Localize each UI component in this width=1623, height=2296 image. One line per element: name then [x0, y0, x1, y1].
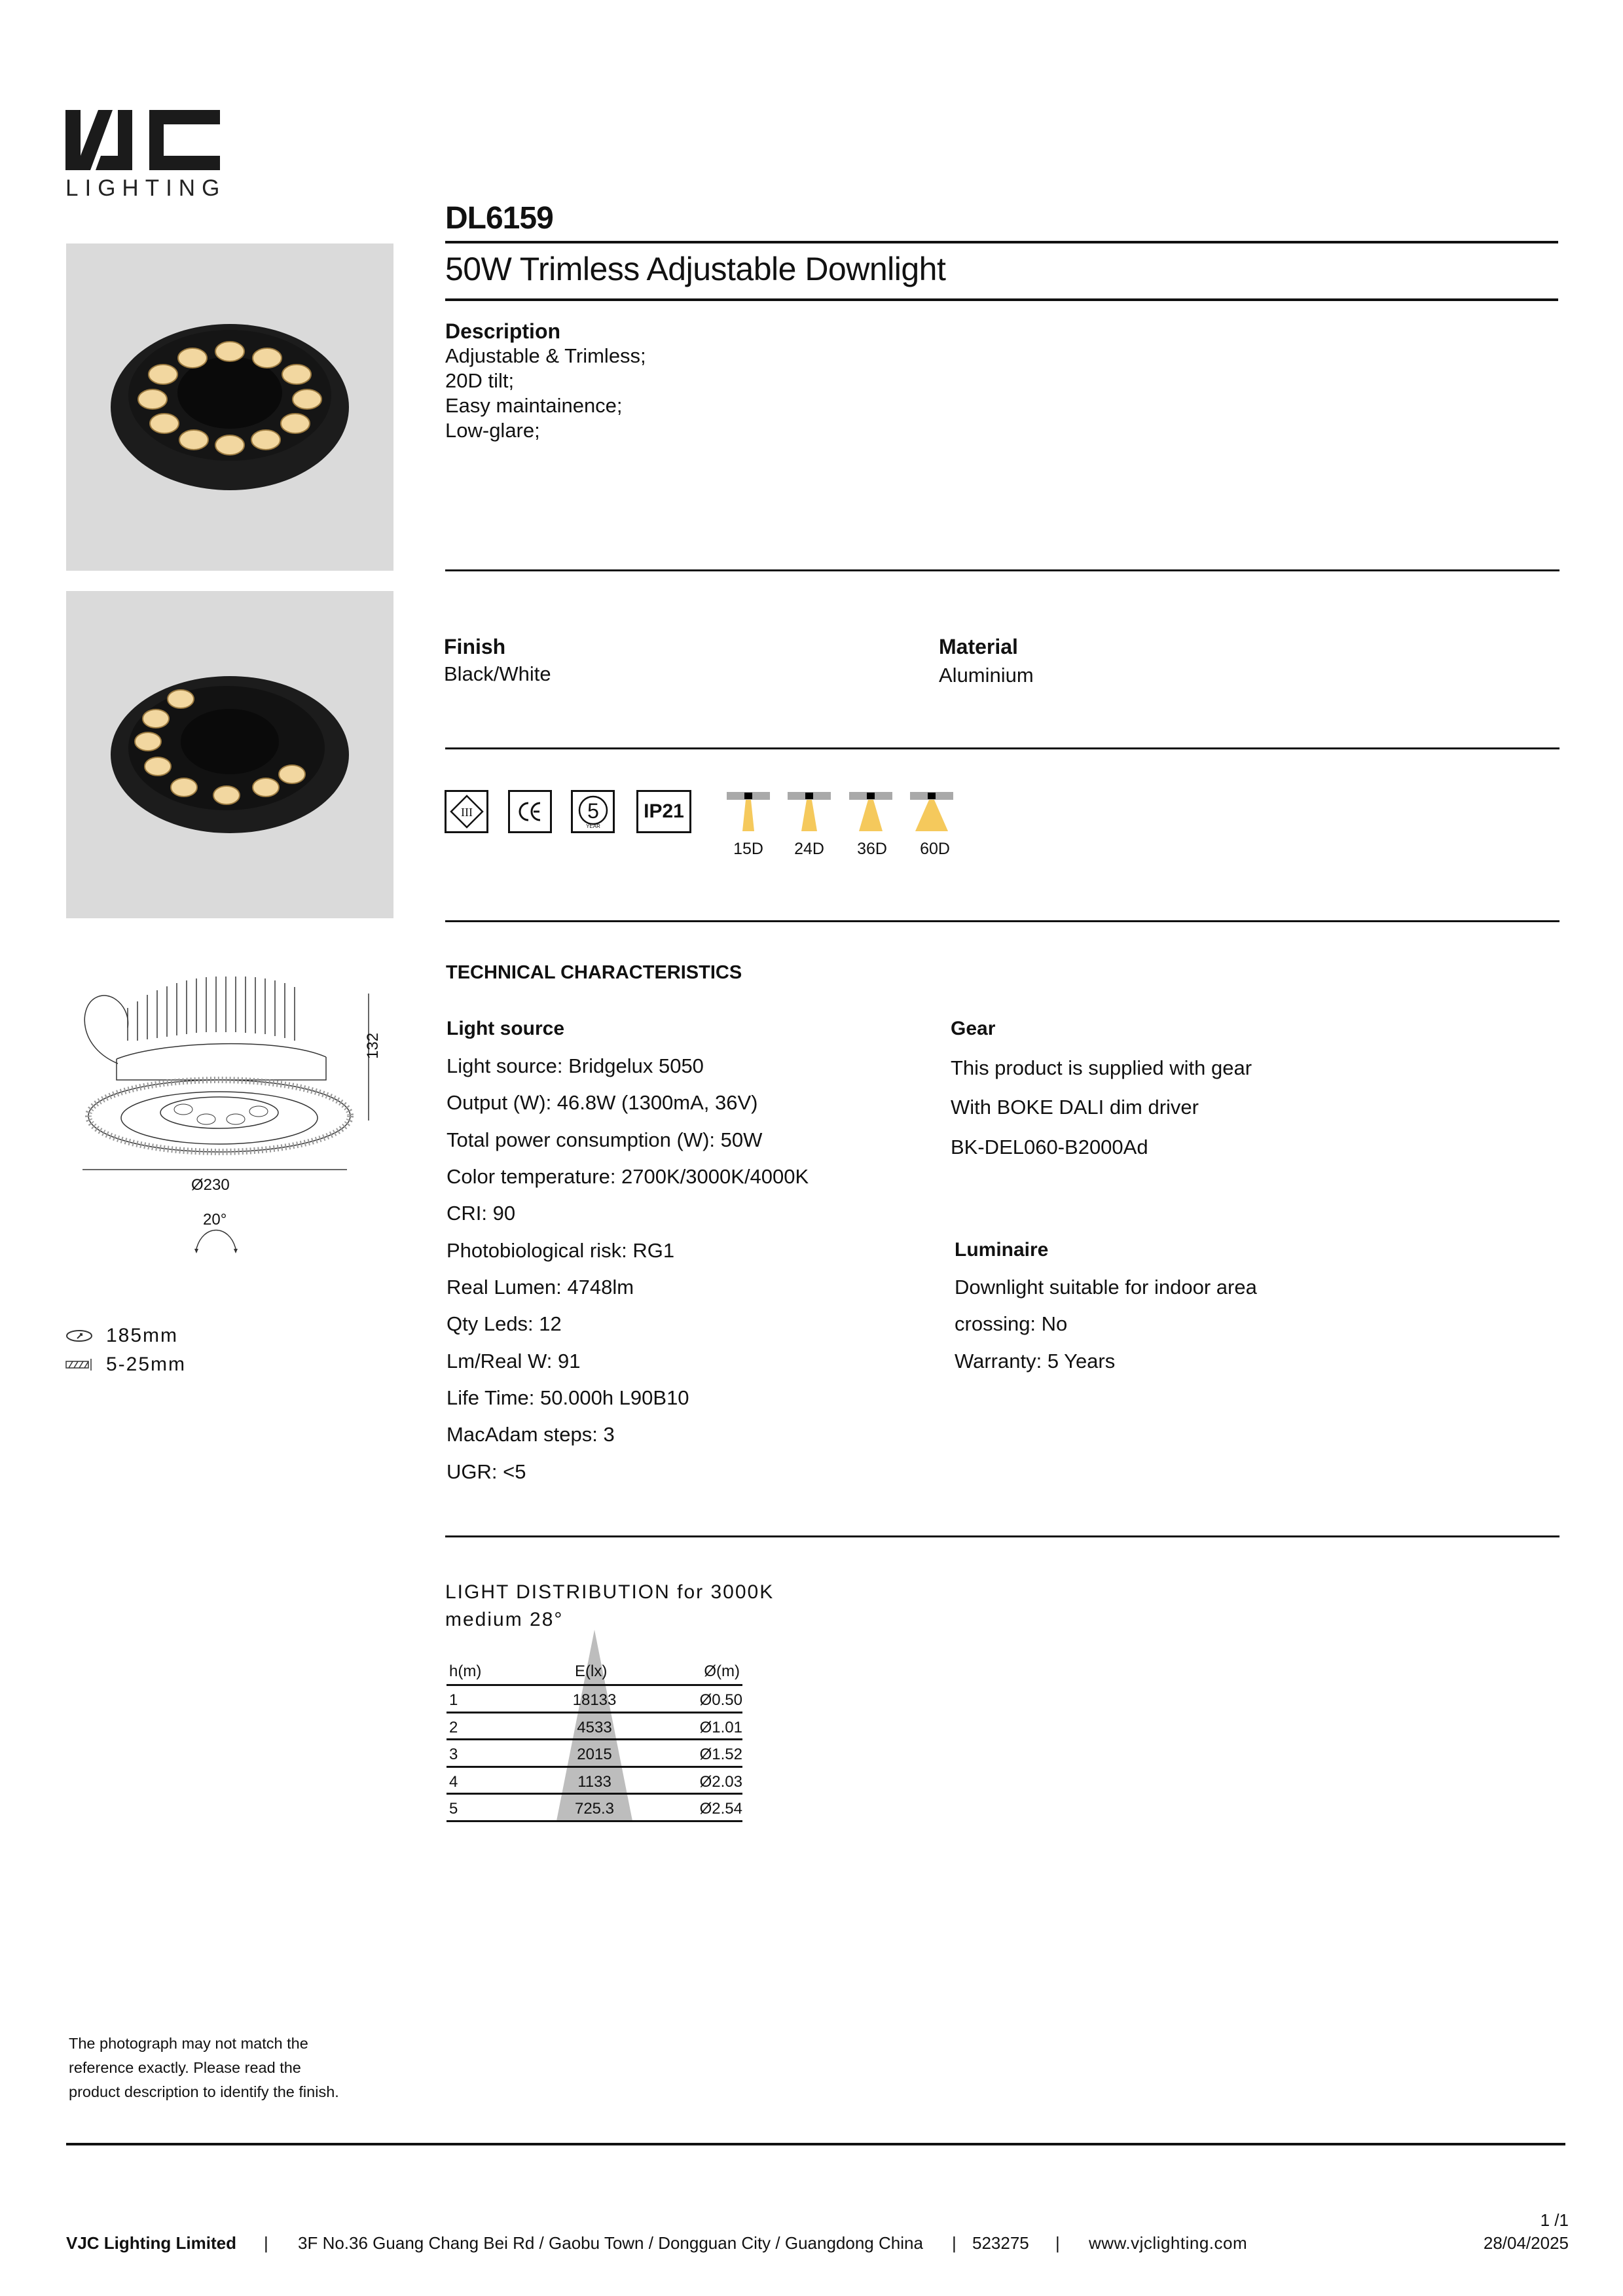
light-distribution-title-line2: medium 28° — [445, 1609, 564, 1630]
beam-15d-icon — [727, 792, 770, 838]
ceiling-thickness-value: 5-25mm — [106, 1354, 187, 1375]
ip-rating-label: IP21 — [644, 800, 684, 822]
product-photo-tilted — [66, 591, 393, 918]
brand-logo-text: LIGHTING — [65, 175, 227, 201]
height-dimension: 132 — [364, 1032, 382, 1059]
light-distribution-title-line1: LIGHT DISTRIBUTION for 3000K — [445, 1581, 775, 1603]
cell-height: 5 — [449, 1800, 458, 1818]
beam-24d-icon — [788, 792, 831, 838]
table-row — [447, 1686, 742, 1713]
cell-illuminance: 1133 — [577, 1772, 611, 1791]
table-row — [447, 1713, 742, 1741]
cell-illuminance: 725.3 — [574, 1800, 615, 1818]
spec-line: Color temperature: 2700K/3000K/4000K — [447, 1165, 809, 1188]
diameter-dimension: Ø230 — [191, 1176, 230, 1194]
footer-separator: | — [952, 2233, 957, 2253]
spec-line: Total power consumption (W): 50W — [447, 1128, 763, 1151]
brand-logo — [65, 110, 220, 170]
class-iii-icon — [445, 790, 488, 833]
beam-36d-icon — [849, 792, 892, 838]
vjc-logo-icon — [65, 110, 220, 170]
finish-heading: Finish — [444, 635, 506, 658]
product-photo-front — [66, 243, 393, 571]
spec-line: Lm/Real W: 91 — [447, 1350, 581, 1372]
cutout-value: 185mm — [106, 1325, 179, 1346]
spec-line: Downlight suitable for indoor area — [955, 1276, 1257, 1299]
spec-line: Warranty: 5 Years — [955, 1350, 1116, 1372]
footer-postcode: 523275 — [972, 2233, 1029, 2253]
spec-line: Output (W): 46.8W (1300mA, 36V) — [447, 1091, 758, 1114]
spec-line: With BOKE DALI dim driver — [951, 1096, 1199, 1119]
table-row — [447, 1768, 742, 1795]
header-diameter: Ø(m) — [704, 1662, 740, 1680]
description-heading: Description — [445, 319, 561, 343]
disclaimer-line: The photograph may not match the — [69, 2035, 308, 2052]
description-section — [445, 319, 646, 443]
cell-illuminance: 4533 — [577, 1718, 612, 1736]
light-distribution-title — [445, 1579, 774, 1634]
divider — [445, 241, 1558, 243]
header-height: h(m) — [449, 1662, 482, 1680]
ceiling-thickness-icon — [65, 1357, 93, 1372]
beam-label: 15D — [733, 840, 763, 858]
cell-height: 2 — [449, 1718, 458, 1736]
svg-text:5: 5 — [587, 799, 599, 823]
table-row — [447, 1740, 742, 1768]
spec-line: Real Lumen: 4748lm — [447, 1276, 634, 1299]
header-illuminance: E(lx) — [575, 1662, 608, 1680]
svg-text:YEAR: YEAR — [585, 823, 600, 829]
footer-divider — [66, 2143, 1565, 2145]
beam-60d-icon — [910, 792, 953, 838]
divider — [445, 747, 1559, 749]
finish-value: Black/White — [444, 662, 551, 685]
beam-label: 24D — [794, 840, 824, 858]
material-heading: Material — [939, 635, 1018, 658]
description-line: Easy maintainence; — [445, 394, 623, 417]
cell-height: 4 — [449, 1772, 458, 1791]
spec-line: UGR: <5 — [447, 1460, 526, 1483]
spec-line: CRI: 90 — [447, 1202, 516, 1225]
divider — [445, 920, 1559, 922]
material-section — [939, 635, 1034, 688]
spec-line: MacAdam steps: 3 — [447, 1423, 615, 1446]
cell-height: 3 — [449, 1746, 458, 1763]
document-date: 28/04/2025 — [1483, 2233, 1569, 2253]
gear-heading: Gear — [951, 1018, 996, 1039]
spec-line: Qty Leds: 12 — [447, 1312, 562, 1335]
luminaire-heading: Luminaire — [955, 1239, 1049, 1261]
svg-text:III: III — [460, 806, 473, 819]
cell-illuminance: 18133 — [572, 1691, 617, 1709]
spec-line: This product is supplied with gear — [951, 1056, 1252, 1079]
description-line: Adjustable & Trimless; — [445, 344, 646, 367]
divider — [445, 569, 1559, 571]
cell-diameter: Ø1.01 — [699, 1718, 742, 1736]
page-number: 1 /1 — [1540, 2210, 1569, 2230]
description-line: 20D tilt; — [445, 369, 515, 392]
cell-diameter: Ø0.50 — [699, 1691, 742, 1709]
finish-section — [444, 635, 551, 687]
beam-label: 60D — [920, 840, 950, 858]
ce-mark-icon — [508, 790, 552, 833]
tilt-angle: 20° — [203, 1211, 227, 1229]
technical-drawing — [65, 969, 406, 1283]
cell-height: 1 — [449, 1691, 458, 1709]
spec-line: BK-DEL060-B2000Ad — [951, 1136, 1148, 1158]
material-value: Aluminium — [939, 664, 1034, 687]
spec-line: Life Time: 50.000h L90B10 — [447, 1386, 689, 1409]
table-header — [447, 1662, 742, 1686]
cell-diameter: Ø2.03 — [699, 1772, 742, 1791]
spec-line: crossing: No — [955, 1312, 1068, 1335]
five-year-warranty-icon — [571, 790, 615, 833]
divider — [445, 298, 1558, 301]
table-row — [447, 1795, 742, 1822]
cell-illuminance: 2015 — [577, 1746, 612, 1763]
technical-title: TECHNICAL CHARACTERISTICS — [446, 962, 742, 983]
product-title: 50W Trimless Adjustable Downlight — [445, 251, 946, 287]
spec-line: Photobiological risk: RG1 — [447, 1239, 675, 1262]
divider — [445, 1535, 1559, 1537]
disclaimer-line: product description to identify the finish. — [69, 2083, 339, 2100]
description-line: Low-glare; — [445, 419, 540, 442]
light-source-heading: Light source — [447, 1018, 565, 1039]
footer-separator: | — [1055, 2233, 1060, 2253]
cell-diameter: Ø1.52 — [699, 1746, 742, 1763]
ceiling-thickness-spec — [65, 1354, 186, 1376]
photo-disclaimer — [69, 2032, 339, 2104]
ip-rating-icon — [636, 790, 691, 833]
footer-company: VJC Lighting Limited — [66, 2233, 236, 2253]
footer-separator: | — [264, 2233, 268, 2253]
product-model: DL6159 — [445, 201, 553, 236]
cutout-spec — [65, 1325, 178, 1347]
footer-website[interactable]: www.vjclighting.com — [1089, 2233, 1248, 2253]
light-distribution-table — [447, 1662, 742, 1822]
cell-diameter: Ø2.54 — [699, 1800, 742, 1818]
cutout-icon — [65, 1329, 93, 1343]
beam-label: 36D — [857, 840, 887, 858]
spec-line: Light source: Bridgelux 5050 — [447, 1054, 704, 1077]
disclaimer-line: reference exactly. Please read the — [69, 2059, 301, 2076]
footer-address: 3F No.36 Guang Chang Bei Rd / Gaobu Town / Dongguan City / Guangdong China — [298, 2233, 923, 2253]
